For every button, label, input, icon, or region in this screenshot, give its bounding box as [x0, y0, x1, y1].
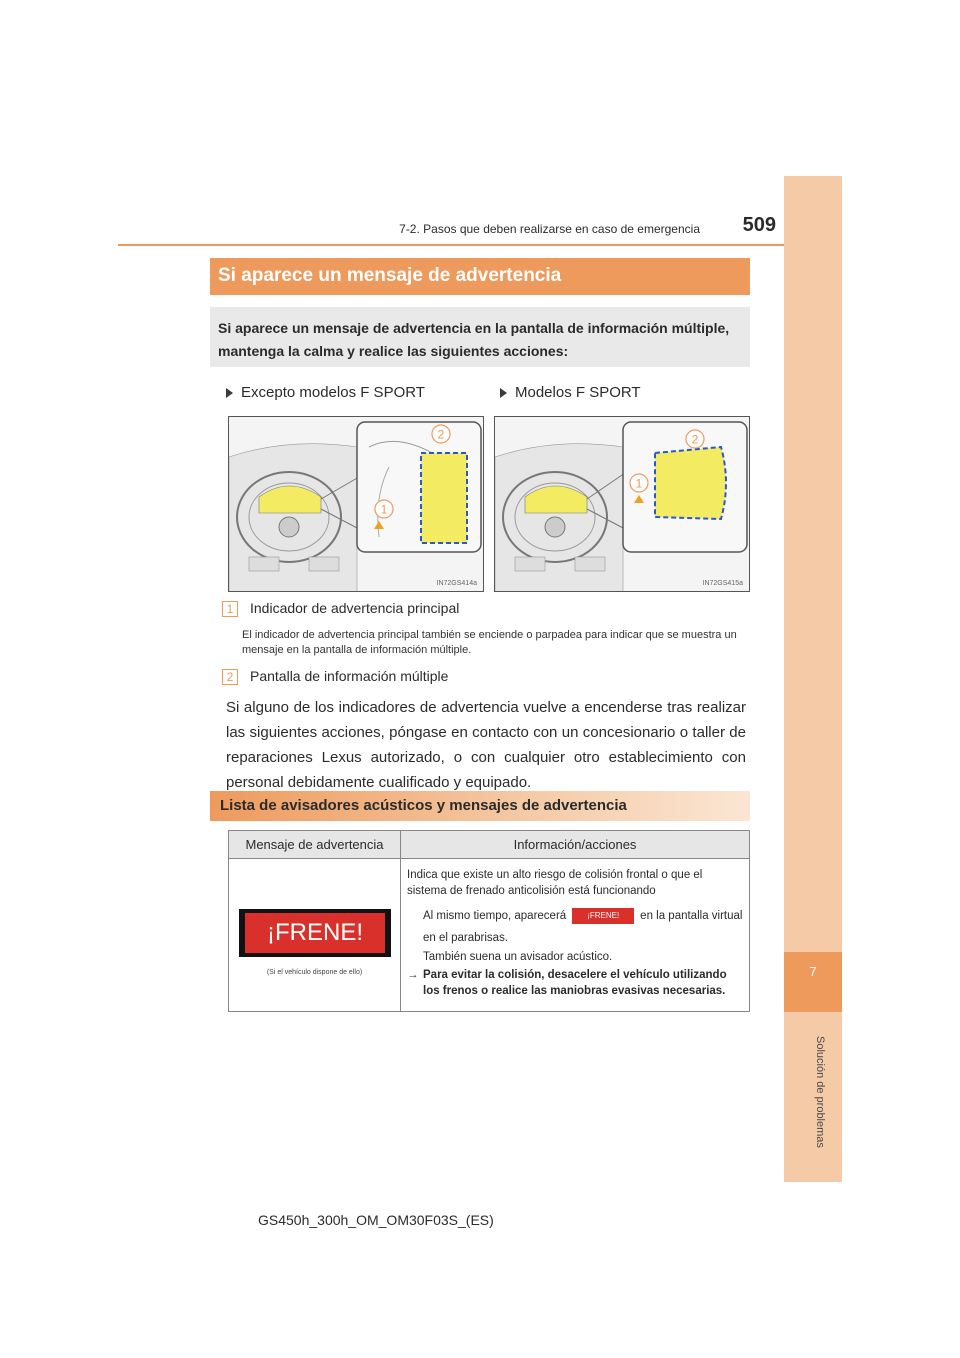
- dashboard-drawing: [229, 417, 484, 592]
- table-header-row: [229, 831, 749, 859]
- hud-warning-badge: ¡FRENE!: [572, 908, 634, 924]
- model-label-right: [500, 384, 641, 401]
- dashboard-illustration-fsport: [494, 416, 750, 592]
- running-header: 7-2. Pasos que deben realizarse en caso de emergencia: [399, 222, 700, 236]
- callout-number-badge: 1: [222, 601, 238, 617]
- intro-box: Si aparece un mensaje de advertencia en la pantalla de información múltiple, mantenga la calma y realice las siguientes acciones:: [210, 307, 750, 367]
- callout-number-badge: 2: [222, 669, 238, 685]
- info-line-3: También suena un avisador acústico.: [423, 951, 613, 963]
- section-title-bar: [210, 258, 750, 295]
- figure-code-left: IN72GS414a: [436, 580, 477, 587]
- info-line-2: [407, 905, 743, 949]
- page-number: 509: [742, 214, 776, 236]
- table-header-info: Información/acciones: [513, 837, 637, 852]
- chapter-number-box: [784, 952, 842, 1012]
- subsection-title: Lista de avisadores acústicos y mensajes de advertencia: [220, 797, 627, 814]
- document-footer: GS450h_300h_OM_OM30F03S_(ES): [258, 1212, 494, 1228]
- item-2: [222, 668, 448, 685]
- model-label-left-text: Excepto modelos F SPORT: [241, 384, 425, 401]
- triangle-bullet-icon: [226, 388, 233, 398]
- dashboard-drawing: [495, 417, 750, 592]
- item-1-label: Indicador de advertencia principal: [250, 600, 460, 616]
- info-action: [407, 967, 743, 999]
- model-label-right-text: Modelos F SPORT: [515, 384, 641, 401]
- header-rule: [118, 244, 784, 246]
- table-header-message: Mensaje de advertencia: [245, 837, 384, 852]
- svg-text:1: 1: [635, 476, 643, 491]
- chapter-side-tab: [784, 176, 842, 1182]
- arrow-icon: →: [407, 969, 419, 981]
- section-title: Si aparece un mensaje de advertencia: [218, 265, 562, 286]
- model-label-left: [226, 384, 425, 401]
- table-info-cell: [407, 867, 743, 999]
- info-line-2a: Al mismo tiempo, aparecerá: [423, 910, 567, 922]
- info-line-2b: en la pantalla virtual en el parabrisas.: [423, 910, 743, 944]
- chapter-label: Solución de problemas: [814, 1036, 826, 1148]
- item-1: [222, 600, 459, 617]
- info-action-text: Para evitar la colisión, desacelere el vehículo utilizando los frenos o realice las maniobras evasivas necesarias.: [423, 969, 727, 997]
- figure-code-right: IN72GS415a: [702, 580, 743, 587]
- subsection-title-bar: [210, 791, 750, 821]
- warning-message-display: [239, 909, 391, 957]
- info-line-1: Indica que existe un alto riesgo de colisión frontal o que el sistema de frenado anticolisión está funcionando: [407, 869, 703, 897]
- svg-text:1: 1: [380, 502, 388, 517]
- item-2-label: Pantalla de información múltiple: [250, 668, 449, 684]
- dashboard-illustration-standard: [228, 416, 484, 592]
- triangle-bullet-icon: [500, 388, 507, 398]
- svg-text:2: 2: [691, 432, 699, 447]
- item-1-note: El indicador de advertencia principal también se enciende o parpadea para indicar que se muestra un mensaje en la pantalla de información múltiple.: [242, 629, 737, 656]
- svg-text:2: 2: [437, 427, 445, 442]
- warning-table: [228, 830, 750, 1012]
- body-paragraph: Si alguno de los indicadores de advertencia vuelve a encenderse tras realizar las siguientes acciones, póngase en contacto con un concesionario o taller de reparaciones Lexus autorizado, o con cualquier otro establecimiento con personal debidamente cualificado y equipado.: [226, 699, 746, 791]
- chapter-number: 7: [809, 964, 817, 979]
- warning-message-text: ¡FRENE!: [245, 913, 385, 953]
- warning-message-note: (Si el vehículo dispone de ello): [266, 969, 363, 976]
- table-column-divider: [400, 831, 401, 1011]
